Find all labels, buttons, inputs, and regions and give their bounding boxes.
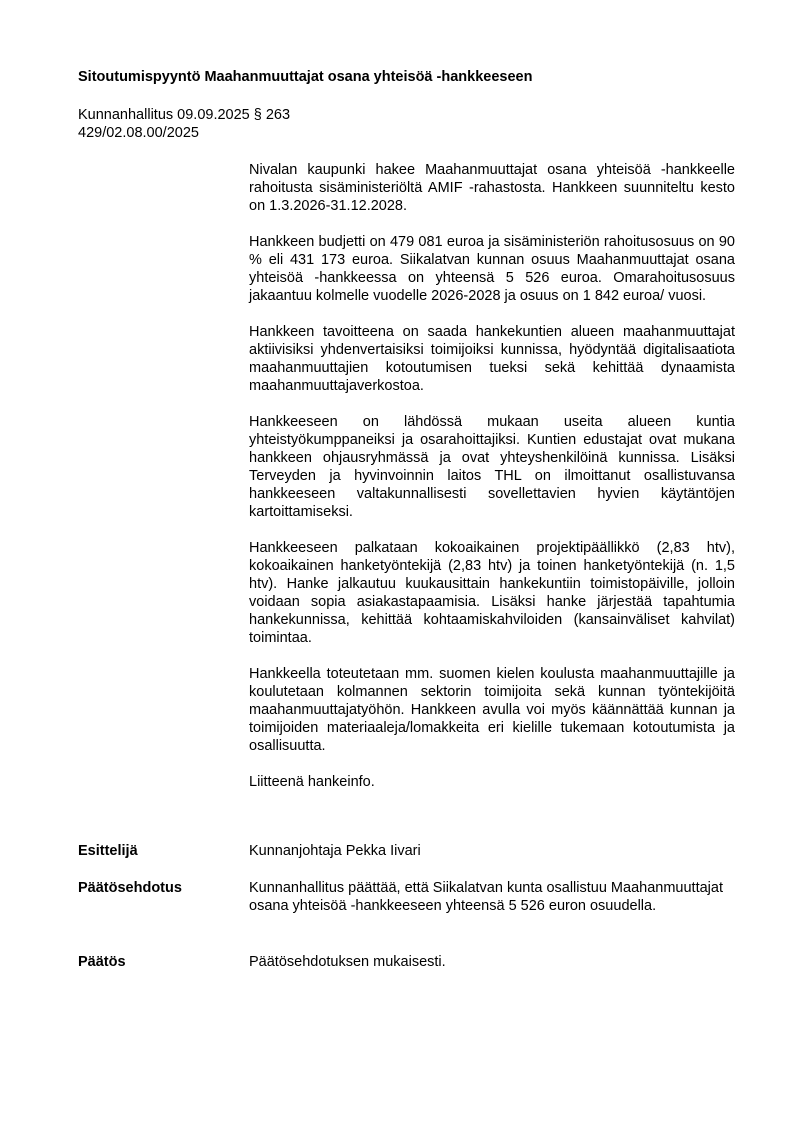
decision-value: Päätösehdotuksen mukaisesti. — [249, 954, 446, 970]
paragraph-attachment: Liitteenä hankeinfo. — [249, 774, 375, 790]
paragraph-funding: Nivalan kaupunki hakee Maahanmuuttajat osana yhteisöä -hankkeelle rahoitusta sisäministeriöltä AMIF -rahastosta. Hankkeen suunniteltu kesto on 1.3.2026-31.12.2028. — [249, 162, 735, 214]
record-number: 429/02.08.00/2025 — [78, 125, 199, 141]
meeting-info: Kunnanhallitus 09.09.2025 § 263 — [78, 107, 291, 123]
presenter-value: Kunnanjohtaja Pekka Iivari — [249, 843, 421, 859]
paragraph-partners: Hankkeeseen on lähdössä mukaan useita alueen kuntia yhteistyökumppaneiksi ja osarahoittajiksi. Kuntien edustajat ovat mukana hankkeen ohjausryhmässä ja ovat yhteyshenkilöinä kunnissa. Lisäksi Terveyden ja hyvinvoinnin laitos THL on ilmoittanut osallistuvansa hankkeeseen valtakunnallisesti sovellettavien hyvien käytäntöjen kartoittamiseksi. — [249, 414, 735, 520]
paragraph-budget: Hankkeen budjetti on 479 081 euroa ja sisäministeriön rahoitusosuus on 90 % eli 431 173 euroa. Siikalatvan kunnan osuus Maahanmuuttajat osana yhteisöä -hankkeessa on yhteensä 5 526 euroa. Omarahoitusosuus jakaantuu kolmelle vuodelle 2026-2028 ja osuus on 1 842 euroa/ vuosi. — [249, 234, 735, 304]
paragraph-goals: Hankkeen tavoitteena on saada hankekuntien alueen maahanmuuttajat aktiivisiksi yhdenvertaisiksi toimijoiksi kunnissa, hyödyntää digitalisaatiota maahanmuuttajien kotoutumisen tueksi sekä kehittää dynaamista maahanmuuttajaverkostoa. — [249, 324, 735, 394]
document-title: Sitoutumispyyntö Maahanmuuttajat osana yhteisöä -hankkeeseen — [78, 69, 533, 85]
document-body — [249, 161, 735, 809]
paragraph-staff: Hankkeeseen palkataan kokoaikainen projektipäällikkö (2,83 htv), kokoaikainen hanketyöntekijä (2,83 htv) ja toinen hanketyöntekijä (n. 1,5 htv). Hanke jalkautuu kuukausittain hankekuntiin toimistopäiville, jolloin voidaan sopia asiakastapaamisia. Lisäksi hanke järjestää tapahtumia hankekunnissa, kehittää kohtaamiskahviloiden (kansainväliset kahvilat) toimintaa. — [249, 540, 735, 646]
presenter-label: Esittelijä — [78, 843, 138, 859]
proposal-label: Päätösehdotus — [78, 880, 182, 896]
decision-label: Päätös — [78, 954, 126, 970]
paragraph-activities: Hankkeella toteutetaan mm. suomen kielen koulusta maahanmuuttajille ja koulutetaan kolmannen sektorin toimijoita sekä kunnan työntekijöitä maahanmuuttajatyöhön. Hankkeen avulla voi myös käännättää kunnan ja toimijoiden materiaaleja/lomakkeita eri kielille tukemaan kotoutumista ja osallisuutta. — [249, 666, 735, 754]
proposal-value: Kunnanhallitus päättää, että Siikalatvan kunta osallistuu Maahanmuuttajat osana yhteisöä -hankkeeseen yhteensä 5 526 euron osuudella. — [249, 880, 723, 914]
meeting-meta — [78, 106, 290, 142]
